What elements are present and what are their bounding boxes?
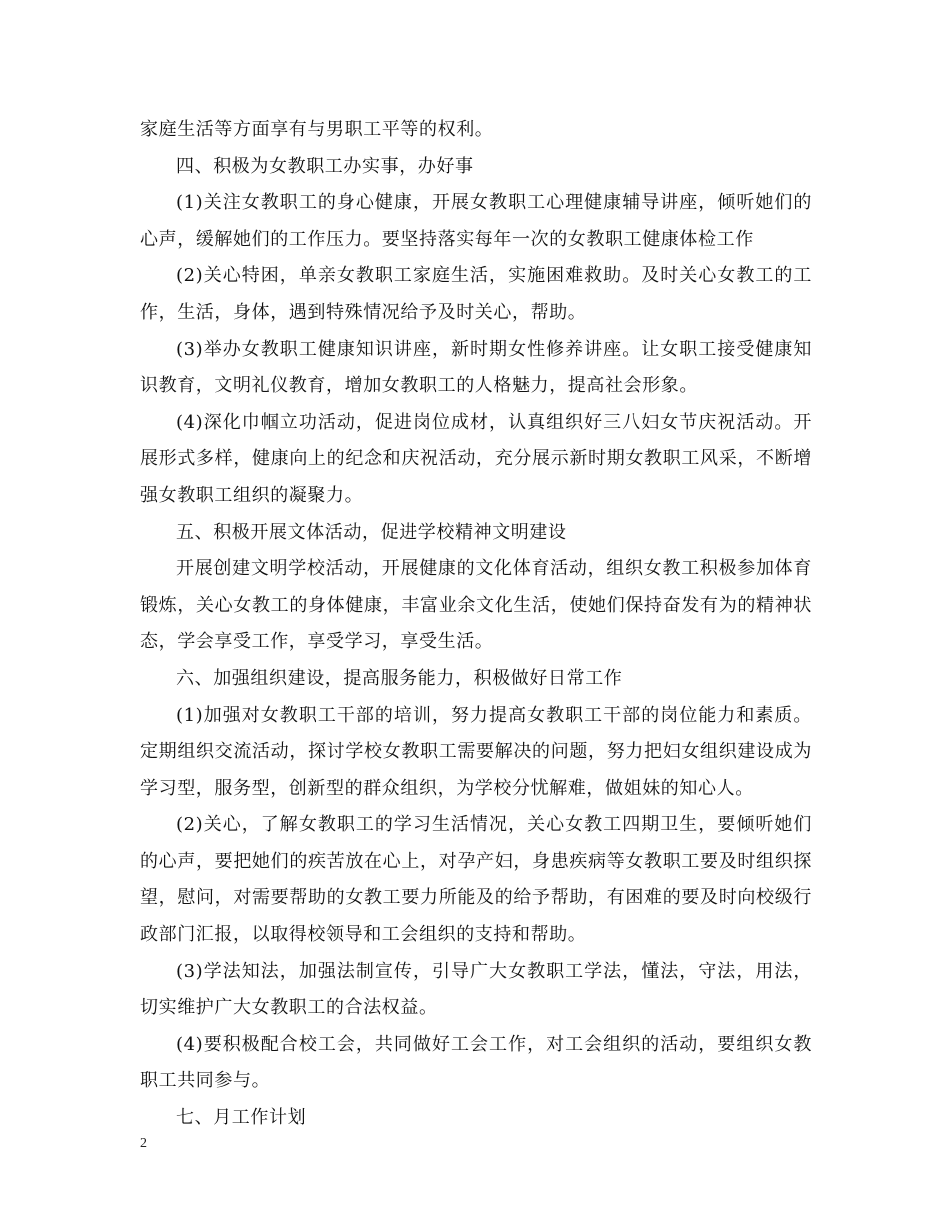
paragraph-item-6-1: (1)加强对女教职工干部的培训，努力提高女教职工干部的岗位能力和素质。定期组织交流活动，探讨学校女教职工需要解决的问题，努力把妇女组织建设成为学习型，服务型，创新型的群众组织，为学校分忧解难，做姐妹的知心人。 xyxy=(140,704,812,799)
section-heading-6: 六、加强组织建设，提高服务能力，积极做好日常工作 xyxy=(176,667,623,689)
section-heading-7: 七、月工作计划 xyxy=(176,1107,307,1129)
paragraph-item-6-3: (3)学法知法，加强法制宣传，引导广大女教职工学法，懂法，守法，用法，切实维护广大女教职工的合法权益。 xyxy=(140,960,812,1019)
paragraph-item-4-1: (1)关注女教职工的身心健康，开展女教职工心理健康辅导讲座，倾听她们的心声，缓解她们的工作压力。要坚持落实每年一次的女教职工健康体检工作 xyxy=(140,192,812,250)
paragraph-item-4-4: (4)深化巾帼立功活动，促进岗位成材，认真组织好三八妇女节庆祝活动。开展形式多样，健康向上的纪念和庆祝活动，充分展示新时期女教职工风采，不断增强女教职工组织的凝聚力。 xyxy=(140,411,812,506)
section-heading-4: 四、积极为女教职工办实事，办好事 xyxy=(176,155,474,177)
paragraph-item-4-3: (3)举办女教职工健康知识讲座，新时期女性修养讲座。让女职工接受健康知识教育，文明礼仪教育，增加女教职工的人格魅力，提高社会形象。 xyxy=(140,338,812,397)
paragraph-item-4-2: (2)关心特困，单亲女教职工家庭生活，实施困难救助。及时关心女教工的工作，生活，身体，遇到特殊情况给予及时关心，帮助。 xyxy=(140,265,812,323)
paragraph-item-6-2: (2)关心，了解女教职工的学习生活情况，关心女教工四期卫生，要倾听她们的心声，要把她们的疾苦放在心上，对孕产妇，身患疾病等女教职工要及时组织探望，慰问，对需要帮助的女教工要力所能及的给予帮助，有困难的要及时向校级行政部门汇报，以取得校领导和工会组织的支持和帮助。 xyxy=(140,814,812,946)
document-body xyxy=(140,112,812,1137)
paragraph-item-6-4: (4)要积极配合校工会，共同做好工会工作，对工会组织的活动，要组织女教职工共同参与。 xyxy=(140,1033,812,1092)
paragraph-section-5: 开展创建文明学校活动，开展健康的文化体育活动，组织女教工积极参加体育锻炼，关心女教工的身体健康，丰富业余文化生活，使她们保持奋发有为的精神状态，学会享受工作，享受学习，享受生活。 xyxy=(140,558,812,653)
paragraph-continuation: 家庭生活等方面享有与男职工平等的权利。 xyxy=(140,119,494,140)
page-number: 2 xyxy=(140,1136,147,1151)
section-heading-5: 五、积极开展文体活动，促进学校精神文明建设 xyxy=(176,521,567,543)
